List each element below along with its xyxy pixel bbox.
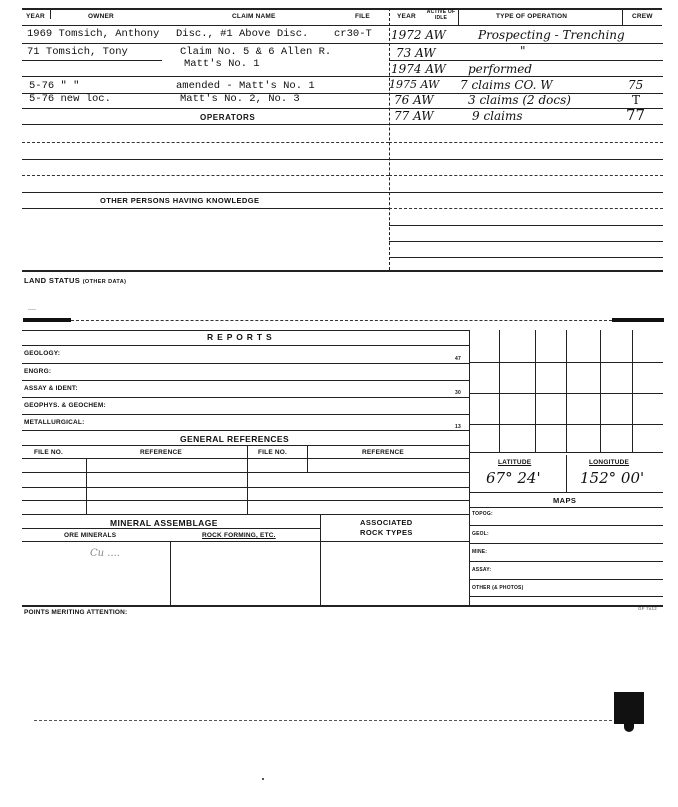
header-type-of-operation: TYPE OF OPERATION: [496, 13, 568, 20]
claim-line-3: Matt's No. 1: [184, 58, 260, 70]
owner-line-2: 71 Tomsich, Tony: [27, 46, 128, 58]
registration-mark: [614, 692, 644, 724]
mineral-associated: ASSOCIATED: [360, 518, 413, 527]
mineral-ore-minerals: ORE MINERALS: [64, 532, 117, 539]
maps-other: OTHER (& PHOTOS): [472, 585, 524, 591]
latitude-value: 67° 24': [486, 469, 541, 487]
activity-op-4: 7 claims CO. W: [460, 78, 553, 92]
activity-year-1: 1972 AW: [391, 28, 446, 42]
header-year-2: YEAR: [397, 13, 416, 20]
claim-line-4: amended - Matt's No. 1: [176, 80, 315, 92]
maps-topog: TOPOG:: [472, 511, 493, 517]
redaction-bar-left: [23, 318, 71, 322]
redaction-bar-right: [612, 318, 664, 322]
maps-assay: ASSAY:: [472, 567, 492, 573]
activity-op-1: Prospecting - Trenching: [478, 28, 625, 42]
activity-year-2: 73 AW: [396, 46, 436, 60]
genref-reference-1: REFERENCE: [140, 449, 182, 456]
activity-op-5: 3 claims (2 docs): [468, 93, 571, 107]
activity-crew-6: 77: [626, 106, 646, 124]
mineral-ore-value: Cu ....: [90, 548, 120, 559]
header-year: YEAR: [26, 13, 45, 20]
speck: [262, 778, 264, 780]
activity-op-6: 9 claims: [472, 109, 523, 123]
points-label: POINTS MERITING ATTENTION:: [24, 609, 128, 616]
file-line-1: cr30-T: [334, 28, 372, 40]
claim-line-1: Disc., #1 Above Disc.: [176, 28, 309, 40]
longitude-value: 152° 00': [580, 469, 645, 487]
genref-file-no-1: FILE NO.: [34, 449, 64, 456]
activity-op-3: performed: [468, 62, 533, 76]
reports-geology-num: 47: [455, 356, 461, 362]
maps-mine: MINE:: [472, 549, 488, 555]
operators-label: OPERATORS: [200, 113, 256, 122]
header-file: FILE: [355, 13, 370, 20]
mineral-assemblage-title: MINERAL ASSEMBLAGE: [110, 518, 218, 528]
reports-geology: GEOLOGY:: [24, 350, 61, 357]
reports-assay-num: 30: [455, 390, 461, 396]
header-owner: OWNER: [88, 13, 114, 20]
mineral-rock-types: ROCK TYPES: [360, 528, 413, 537]
owner-line-5: 5-76 new loc.: [29, 93, 111, 105]
claim-line-5: Matt's No. 2, No. 3: [180, 93, 300, 105]
owner-line-1: 1969 Tomsich, Anthony: [27, 28, 160, 40]
maps-geol: GEOL:: [472, 531, 489, 537]
reports-title: R E P O R T S: [207, 332, 273, 342]
reports-metallurgical: METALLURGICAL:: [24, 419, 85, 426]
reports-engrg: ENGRG:: [24, 368, 52, 375]
header-claim-name: CLAIM NAME: [232, 13, 276, 20]
activity-op-2: ": [520, 44, 526, 58]
reports-geophys: GEOPHYS. & GEOCHEM:: [24, 402, 106, 409]
activity-year-6: 77 AW: [394, 109, 434, 123]
registration-mark-tab: [624, 724, 634, 732]
other-persons-label: OTHER PERSONS HAVING KNOWLEDGE: [100, 196, 260, 205]
header-crew: CREW: [632, 13, 653, 20]
genref-file-no-2: FILE NO.: [258, 449, 288, 456]
activity-year-3: 1974 AW: [391, 62, 446, 76]
claim-line-2: Claim No. 5 & 6 Allen R.: [180, 46, 332, 58]
owner-line-4: 5-76 " ": [29, 80, 80, 92]
activity-crew-5: T: [632, 93, 641, 107]
activity-year-5: 76 AW: [394, 93, 434, 107]
reports-assay: ASSAY & IDENT:: [24, 385, 78, 392]
maps-title: MAPS: [553, 496, 577, 505]
latitude-label: LATITUDE: [498, 459, 532, 466]
activity-crew-4: 75: [628, 78, 644, 92]
mineral-rock-forming: ROCK FORMING, ETC.: [202, 532, 276, 539]
land-status-note: ....: [28, 305, 37, 312]
activity-year-4: 1975 AW: [389, 78, 440, 91]
longitude-label: LONGITUDE: [589, 459, 630, 466]
form-number: GF 7a12: [638, 606, 657, 611]
genref-reference-2: REFERENCE: [362, 449, 404, 456]
header-active-idle: ACTIVE OF IDLE: [426, 9, 456, 21]
general-references-title: GENERAL REFERENCES: [180, 434, 290, 444]
reports-metallurgical-num: 13: [455, 424, 461, 430]
land-status-label: LAND STATUS (OTHER DATA): [24, 276, 127, 285]
